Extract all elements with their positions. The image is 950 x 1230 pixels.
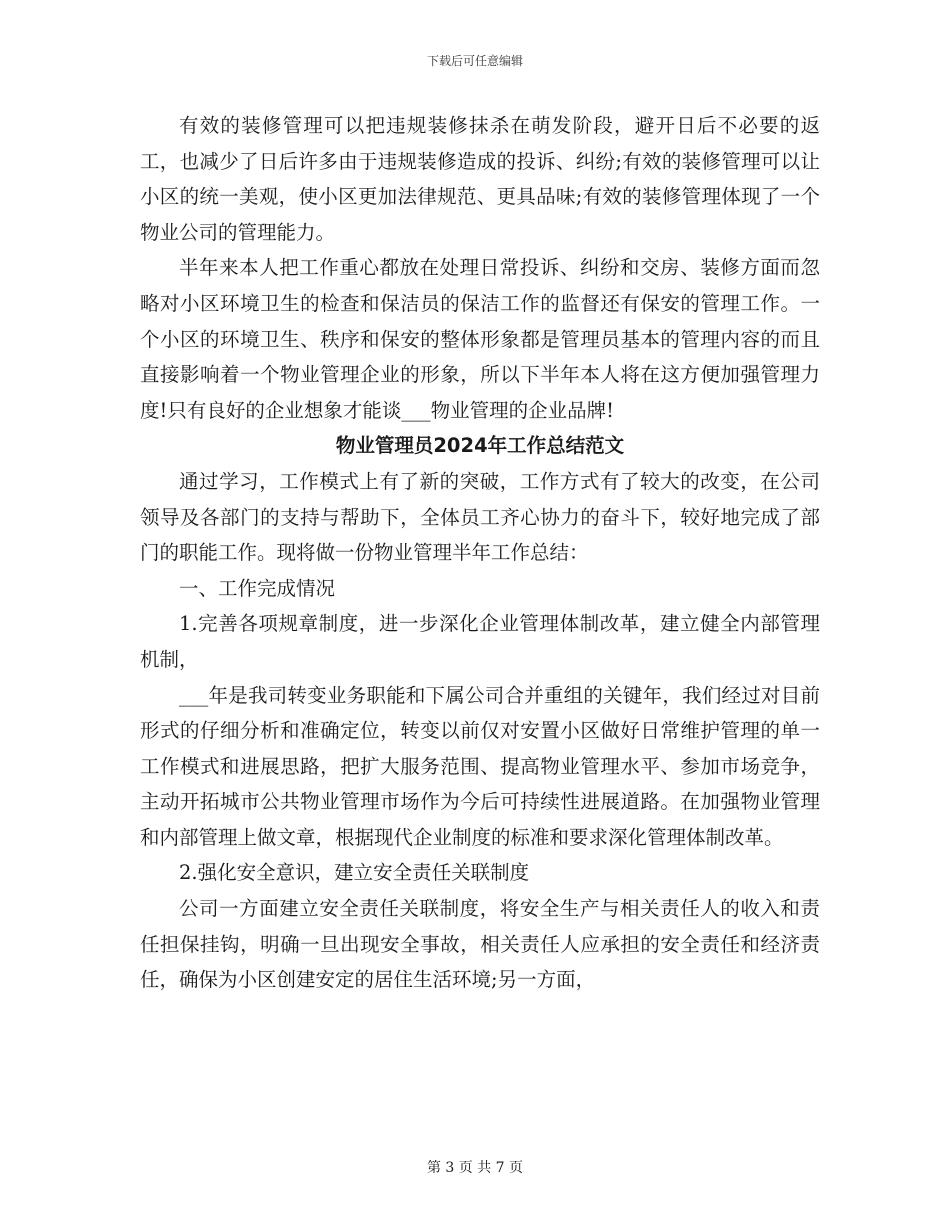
paragraph-decoration-management: 有效的装修管理可以把违规装修抹杀在萌发阶段，避开日后不必要的返工，也减少了日后许多由于违规装修造成的投诉、纠纷;有效的装修管理可以让小区的统一美观，使小区更加法律规范、更具品味;有效的装修管理体现了一个物业公司的管理能力。 — [140, 114, 820, 244]
document-body — [140, 108, 820, 998]
heading-work-completion: 一、工作完成情况 — [179, 576, 336, 600]
section-title: 物业管理员2024年工作总结范文 — [335, 434, 625, 458]
paragraph-half-year-focus: 半年来本人把工作重心都放在处理日常投诉、纠纷和交房、装修方面而忽略对小区环境卫生的检查和保洁员的保洁工作的监督还有保安的管理工作。一个小区的环境卫生、秩序和保安的整体形象都是管理员基本的管理内容的而且直接影响着一个物业管理企业的形象，所以下半年本人将在这方便加强管理力度!只有良好的企业想象才能谈___物业管理的企业品牌! — [140, 256, 820, 422]
page-header-note: 下载后可任意编辑 — [426, 54, 523, 68]
item-rules-system: 1.完善各项规章制度，进一步深化企业管理体制改革，建立健全内部管理机制， — [140, 612, 820, 671]
item-safety-awareness: 2.强化安全意识，建立安全责任关联制度 — [179, 861, 530, 885]
paragraph-intro: 通过学习，工作模式上有了新的突破，工作方式有了较大的改变，在公司领导及各部门的支持与帮助下，全体员工齐心协力的奋斗下，较好地完成了部门的职能工作。现将做一份物业管理半年工作总结： — [140, 469, 820, 565]
page-number: 第 3 页 共 7 页 — [426, 1160, 524, 1176]
paragraph-key-year: ___年是我司转变业务职能和下属公司合并重组的关键年，我们经过对目前形式的仔细分析和准确定位，转变以前仅对安置小区做好日常维护管理的单一工作模式和进展思路，把扩大服务范围、提高物业管理水平、参加市场竞争，主动开拓城市公共物业管理市场作为今后可持续性进展道路。在加强物业管理和内部管理上做文章，根据现代企业制度的标准和要求深化管理体制改革。 — [140, 683, 820, 849]
paragraph-safety-responsibility: 公司一方面建立安全责任关联制度，将安全生产与相关责任人的收入和责任担保挂钩，明确一旦出现安全事故，相关责任人应承担的安全责任和经济责任，确保为小区创建安定的居住生活环境;另一方面， — [140, 897, 820, 992]
